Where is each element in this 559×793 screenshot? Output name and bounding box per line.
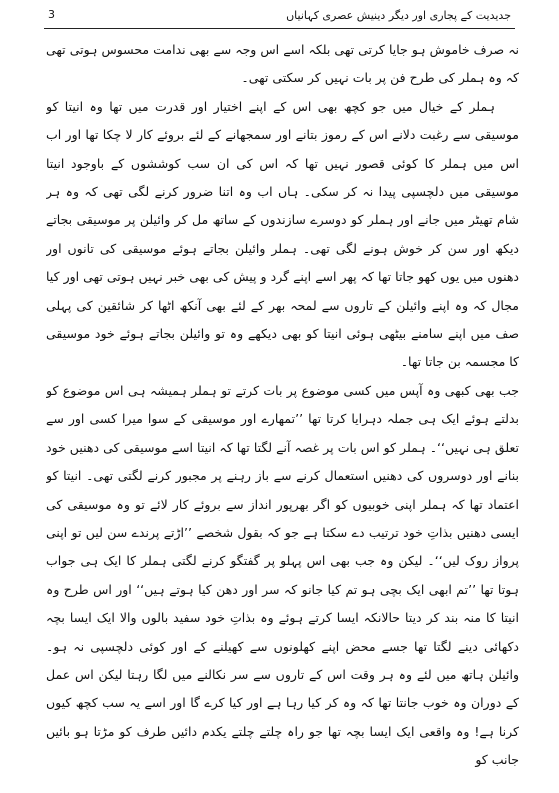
paragraph-1: نہ صرف خاموش ہو جایا کرتی تھی بلکہ اسے اس وجہ سے بھی ندامت محسوس ہوتی تھی کہ وہ ہملر کی طرح فن پر بات نہیں کر سکتی تھی۔: [46, 42, 519, 86]
page-number: 3: [48, 8, 55, 21]
body-text: [46, 36, 519, 785]
page-header: [44, 6, 515, 29]
paragraph-2: ہملر کے خیال میں جو کچھ بھی اس کے اپنے اختیار اور قدرت میں تھا وہ انیتا کو موسیقی سے رغبت دلانے اس کے رموز بتانے اور سمجھانے کے لئے بروئے کار لا چکا تھا اور اب اس میں ہملر کا کوئی قصور نہیں تھا کہ اس کی ان سب کوششوں کے باوجود انیتا موسیقی میں دلچسپی پیدا نہ کر سکی۔ ہاں اب وہ اتنا ضرور کرنے لگی تھی کہ وہ ہر شام تھیٹر میں جانے اور ہملر کو دوسرے سازندوں کے ساتھ مل کر وائیلن پر موسیقی بجاتے دیکھ اور سن کر خوش ہونے لگی تھی۔ ہملر وائیلن بجاتے ہوئے موسیقی کی تانوں اور دھنوں میں یوں کھو جاتا تھا کہ پھر اسے اپنے گرد و پیش کی بھی خبر نہیں ہوتی تھی اور کیا مجال کہ وہ اپنے وائیلن کے تاروں سے لمحہ بھر کے لئے بھی آنکھ اٹھا کر شائقین کی پہلی صف میں اپنے سامنے بیٹھی ہوئی انیتا کو بھی دیکھے وہ تو وائیلن بجاتے ہوئے خود موسیقی کا مجسمہ بن جاتا تھا۔: [46, 98, 519, 370]
book-title: جدیدیت کے پجاری اور دیگر دینیش عصری کہانیاں: [286, 9, 511, 22]
paragraph-3: جب بھی کبھی وہ آپس میں کسی موضوع پر بات کرتے تو ہملر ہمیشہ ہی اس موضوع کو بدلتے ہوئے ایک ہی جملہ دہرایا کرتا تھا ’’تمھارے اور موسیقی کے سوا میرا کسی اور سے تعلق ہی نہیں‘‘۔ ہملر کو اس بات پر غصہ آنے لگتا تھا کہ انیتا اسے موسیقی کی دھنیں خود بنانے اور دوسروں کی دھنیں استعمال کرنے سے باز رہنے پر مجبور کرنے لگتی تھی۔ انیتا کو اعتماد تھا کہ ہملر اپنی خوبیوں کو اگر بھرپور انداز سے بروئے کار لائے تو وہ موسیقی کی ایسی دھنیں بذاتِ خود ترتیب دے سکتا ہے جو کہ بقول شخصے ’’اڑتے پرندے سن لیں تو اپنی پرواز روک لیں‘‘۔ لیکن وہ جب بھی اس پہلو پر گفتگو کرنے لگتی ہملر کا ایک ہی جواب ہوتا تھا ’’تم ابھی ایک بچی ہو تم کیا جانو کہ سر اور دھن کیا ہوتے ہیں‘‘ اور اس طرح وہ انیتا کا منہ بند کر دیتا حالانکہ ایسا کرتے ہوئے وہ بذاتِ خود سفید بالوں والا ایک ایسا بچہ دکھائی دینے لگتا تھا جسے محض اپنے کھلونوں سے کھیلنے کے اور کوئی دلچسپی نہ ہو۔ وائیلن ہاتھ میں لئے وہ ہر وقت اس کے تاروں سے سر نکالنے میں لگا رہتا لیکن اس عمل کے دوران وہ خوب جانتا تھا کہ وہ کر کیا رہا ہے اور کیا کرے گا اور اسے یہ سب کچھ کیوں کرنا ہے! وہ واقعی ایک ایسا بچہ تھا جو راہ چلتے چلتے یکدم دائیں طرف کو مڑتا ہو بائیں جانب کو: [46, 382, 519, 768]
